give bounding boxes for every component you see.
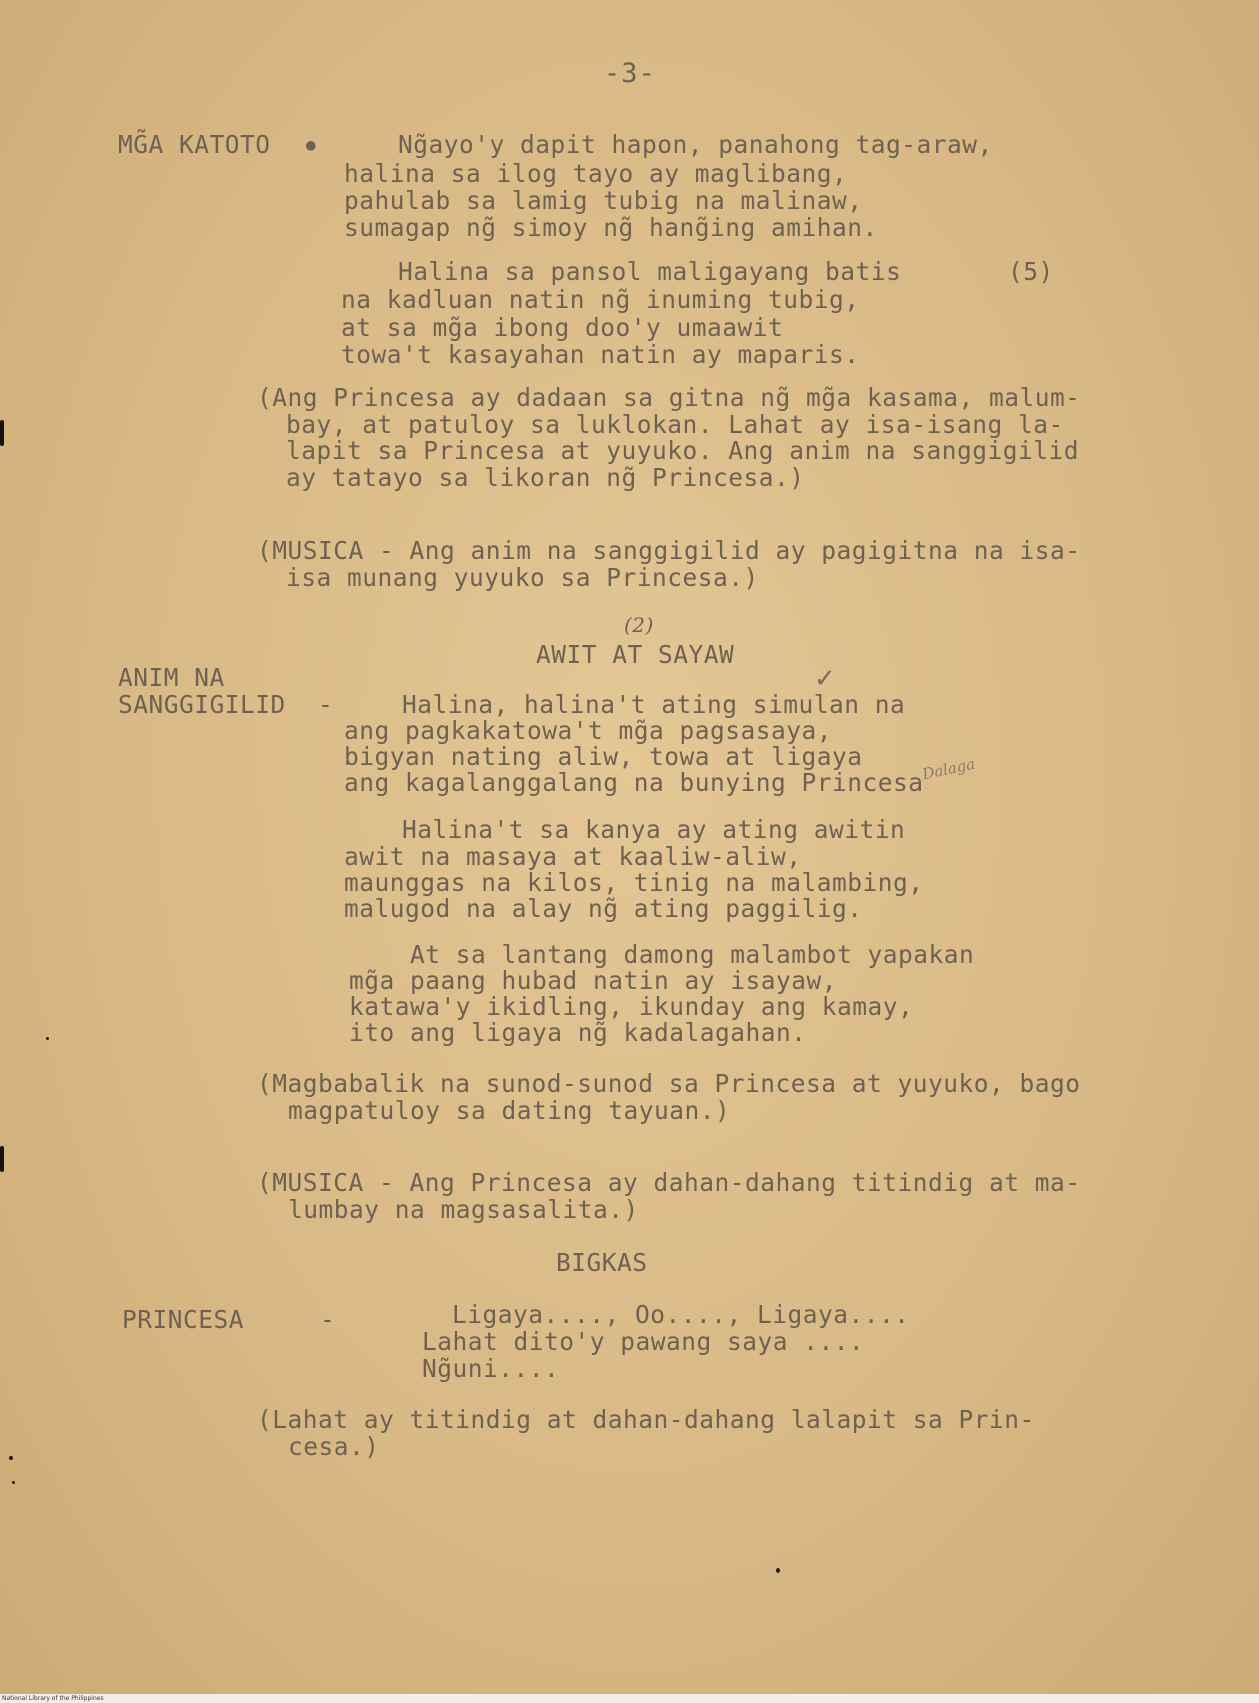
verse-line: Ng̃uni.... bbox=[422, 1354, 560, 1383]
verse-line: Halina sa pansol maligayang batis bbox=[398, 257, 902, 286]
verse-line: Ng̃ayo'y dapit hapon, panahong tag-araw, bbox=[398, 130, 993, 159]
stage-direction: lapit sa Princesa at yuyuko. Ang anim na sanggigilid bbox=[286, 436, 1080, 465]
verse-line: ang pagkakatowa't mg̃a pagsasaya, bbox=[344, 716, 833, 745]
speaker-dash: ● bbox=[306, 135, 317, 154]
speaker-anim-line2: SANGGIGILID bbox=[118, 690, 286, 719]
verse-line: towa't kasayahan natin ay maparis. bbox=[341, 340, 860, 369]
verse-line: sumagap ng̃ simoy ng̃ hang̃ing amihan. bbox=[344, 213, 878, 242]
verse-line: Halina, halina't ating simulan na bbox=[402, 690, 906, 719]
handwritten-note: Dalaga bbox=[920, 754, 977, 784]
heading-bigkas: BIGKAS bbox=[556, 1248, 648, 1277]
stage-direction: (MUSICA - Ang Princesa ay dahan-dahang titindig at ma- bbox=[257, 1168, 1081, 1197]
stage-direction: lumbay na magsasalita.) bbox=[288, 1195, 639, 1224]
scan-edge-mark bbox=[0, 420, 4, 446]
heading-awit-at-sayaw: AWIT AT SAYAW bbox=[536, 640, 735, 669]
stage-direction: magpatuloy sa dating tayuan.) bbox=[288, 1096, 731, 1125]
stage-direction: isa munang yuyuko sa Princesa.) bbox=[286, 563, 759, 592]
verse-line: katawa'y ikidling, ikunday ang kamay, bbox=[349, 992, 914, 1021]
verse-line: ito ang ligaya ng̃ kadalagahan. bbox=[349, 1018, 807, 1047]
handwritten-marker: (2) bbox=[624, 613, 654, 637]
checkmark-icon: ✓ bbox=[814, 664, 836, 694]
scan-edge-mark bbox=[0, 1146, 4, 1172]
speaker-katoto: MG̃A KATOTO bbox=[118, 130, 271, 159]
verse-line: bigyan nating aliw, towa at ligaya bbox=[344, 742, 863, 771]
speaker-dash: - bbox=[320, 1305, 336, 1334]
verse-line: ang kagalanggalang na bunying Princesa bbox=[344, 768, 924, 797]
verse-line: na kadluan natin ng̃ inuming tubig, bbox=[341, 285, 860, 314]
page-number: -3- bbox=[604, 58, 656, 89]
margin-note: (5) bbox=[1008, 257, 1054, 286]
verse-line: at sa mg̃a ibong doo'y umaawit bbox=[341, 313, 784, 342]
verse-line: Ligaya...., Oo...., Ligaya.... bbox=[452, 1300, 910, 1329]
bottom-strip bbox=[0, 1694, 1259, 1703]
verse-line: halina sa ilog tayo ay maglibang, bbox=[344, 159, 848, 188]
scan-speck bbox=[776, 1568, 780, 1573]
scan-speck bbox=[46, 1037, 49, 1040]
verse-line: malugod na alay ng̃ ating paggilig. bbox=[344, 894, 863, 923]
scan-speck bbox=[12, 1481, 15, 1484]
verse-line: mg̃a paang hubad natin ay isayaw, bbox=[349, 966, 838, 995]
stage-direction: cesa.) bbox=[288, 1432, 380, 1461]
stage-direction: (Magbabalik na sunod-sunod sa Princesa at yuyuko, bago bbox=[257, 1069, 1081, 1098]
stage-direction: (Lahat ay titindig at dahan-dahang lalapit sa Prin- bbox=[257, 1405, 1035, 1434]
stage-direction: ay tatayo sa likoran ng̃ Princesa.) bbox=[286, 463, 805, 492]
footer-credit: National Library of the Philippines bbox=[2, 1695, 104, 1702]
verse-line: maunggas na kilos, tinig na malambing, bbox=[344, 868, 924, 897]
verse-line: Lahat dito'y pawang saya .... bbox=[422, 1327, 865, 1356]
verse-line: awit na masaya at kaaliw-aliw, bbox=[344, 842, 802, 871]
speaker-anim-line1: ANIM NA bbox=[118, 663, 225, 692]
speaker-princesa: PRINCESA bbox=[122, 1305, 245, 1334]
stage-direction: bay, at patuloy sa luklokan. Lahat ay isa-isang la- bbox=[286, 410, 1064, 439]
stage-direction: (MUSICA - Ang anim na sanggigilid ay pagigitna na isa- bbox=[257, 536, 1081, 565]
verse-line: Halina't sa kanya ay ating awitin bbox=[402, 815, 906, 844]
stage-direction: (Ang Princesa ay dadaan sa gitna ng̃ mg̃a kasama, malum- bbox=[257, 383, 1081, 412]
verse-line: pahulab sa lamig tubig na malinaw, bbox=[344, 186, 863, 215]
verse-line: At sa lantang damong malambot yapakan bbox=[410, 940, 975, 969]
speaker-dash: - bbox=[318, 690, 334, 719]
scan-speck bbox=[9, 1456, 13, 1460]
